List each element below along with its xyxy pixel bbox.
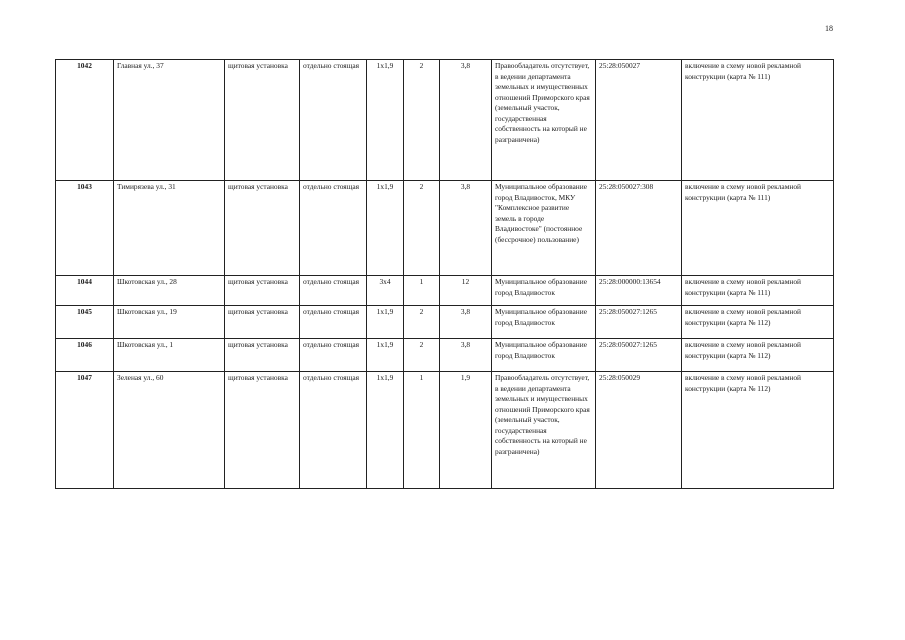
sides-cell: 2 bbox=[404, 181, 440, 276]
owner-cell: Правообладатель отсутствует, в ведении департамента земельных и имущественных отношений Приморского края (земельный участок, государственная собственность на который не разграничена) bbox=[492, 60, 596, 181]
row-number: 1046 bbox=[56, 339, 114, 372]
note-cell: включение в схему новой рекламной конструкции (карта № 111) bbox=[682, 276, 834, 306]
page-number: 18 bbox=[825, 24, 833, 33]
owner-cell: Муниципальное образование город Владивосток, МКУ "Комплексное развитие земель в городе Владивостоке" (постоянное (бессрочное) пользование) bbox=[492, 181, 596, 276]
type-cell: щитовая установка bbox=[225, 276, 300, 306]
row-number: 1045 bbox=[56, 306, 114, 339]
placement-cell: отдельно стоящая bbox=[300, 306, 367, 339]
sides-cell: 1 bbox=[404, 276, 440, 306]
size-cell: 1х1,9 bbox=[367, 372, 404, 489]
type-cell: щитовая установка bbox=[225, 306, 300, 339]
area-cell: 1,9 bbox=[440, 372, 492, 489]
placement-cell: отдельно стоящая bbox=[300, 60, 367, 181]
size-cell: 3х4 bbox=[367, 276, 404, 306]
placement-cell: отдельно стоящая bbox=[300, 372, 367, 489]
owner-cell: Муниципальное образование город Владивосток bbox=[492, 306, 596, 339]
advertising-structures-table bbox=[55, 59, 834, 489]
note-cell: включение в схему новой рекламной конструкции (карта № 112) bbox=[682, 339, 834, 372]
sides-cell: 1 bbox=[404, 372, 440, 489]
area-cell: 3,8 bbox=[440, 60, 492, 181]
size-cell: 1х1,9 bbox=[367, 60, 404, 181]
address-cell: Шкотовская ул., 1 bbox=[114, 339, 225, 372]
sides-cell: 2 bbox=[404, 60, 440, 181]
address-cell: Тимирязева ул., 31 bbox=[114, 181, 225, 276]
row-number: 1044 bbox=[56, 276, 114, 306]
note-cell: включение в схему новой рекламной конструкции (карта № 111) bbox=[682, 181, 834, 276]
owner-cell: Муниципальное образование город Владивосток bbox=[492, 276, 596, 306]
cadastral-cell: 25:28:000000:13654 bbox=[596, 276, 682, 306]
area-cell: 3,8 bbox=[440, 339, 492, 372]
sides-cell: 2 bbox=[404, 339, 440, 372]
placement-cell: отдельно стоящая bbox=[300, 339, 367, 372]
type-cell: щитовая установка bbox=[225, 372, 300, 489]
table-row bbox=[56, 339, 834, 372]
size-cell: 1х1,9 bbox=[367, 306, 404, 339]
table-row bbox=[56, 181, 834, 276]
table-row bbox=[56, 306, 834, 339]
placement-cell: отдельно стоящая bbox=[300, 181, 367, 276]
owner-cell: Правообладатель отсутствует, в ведении департамента земельных и имущественных отношений Приморского края (земельный участок, государственная собственность на который не разграничена) bbox=[492, 372, 596, 489]
address-cell: Шкотовская ул., 28 bbox=[114, 276, 225, 306]
table-row bbox=[56, 372, 834, 489]
address-cell: Зеленая ул., 60 bbox=[114, 372, 225, 489]
size-cell: 1х1,9 bbox=[367, 339, 404, 372]
cadastral-cell: 25:28:050027:1265 bbox=[596, 306, 682, 339]
owner-cell: Муниципальное образование город Владивосток bbox=[492, 339, 596, 372]
sides-cell: 2 bbox=[404, 306, 440, 339]
cadastral-cell: 25:28:050027:1265 bbox=[596, 339, 682, 372]
table-row bbox=[56, 60, 834, 181]
address-cell: Главная ул., 37 bbox=[114, 60, 225, 181]
row-number: 1042 bbox=[56, 60, 114, 181]
cadastral-cell: 25:28:050027:308 bbox=[596, 181, 682, 276]
address-cell: Шкотовская ул., 19 bbox=[114, 306, 225, 339]
placement-cell: отдельно стоящая bbox=[300, 276, 367, 306]
cadastral-cell: 25:28:050029 bbox=[596, 372, 682, 489]
table-row bbox=[56, 276, 834, 306]
area-cell: 3,8 bbox=[440, 181, 492, 276]
row-number: 1043 bbox=[56, 181, 114, 276]
note-cell: включение в схему новой рекламной конструкции (карта № 112) bbox=[682, 306, 834, 339]
area-cell: 3,8 bbox=[440, 306, 492, 339]
type-cell: щитовая установка bbox=[225, 60, 300, 181]
note-cell: включение в схему новой рекламной конструкции (карта № 112) bbox=[682, 372, 834, 489]
note-cell: включение в схему новой рекламной конструкции (карта № 111) bbox=[682, 60, 834, 181]
type-cell: щитовая установка bbox=[225, 339, 300, 372]
area-cell: 12 bbox=[440, 276, 492, 306]
row-number: 1047 bbox=[56, 372, 114, 489]
type-cell: щитовая установка bbox=[225, 181, 300, 276]
cadastral-cell: 25:28:050027 bbox=[596, 60, 682, 181]
size-cell: 1х1,9 bbox=[367, 181, 404, 276]
